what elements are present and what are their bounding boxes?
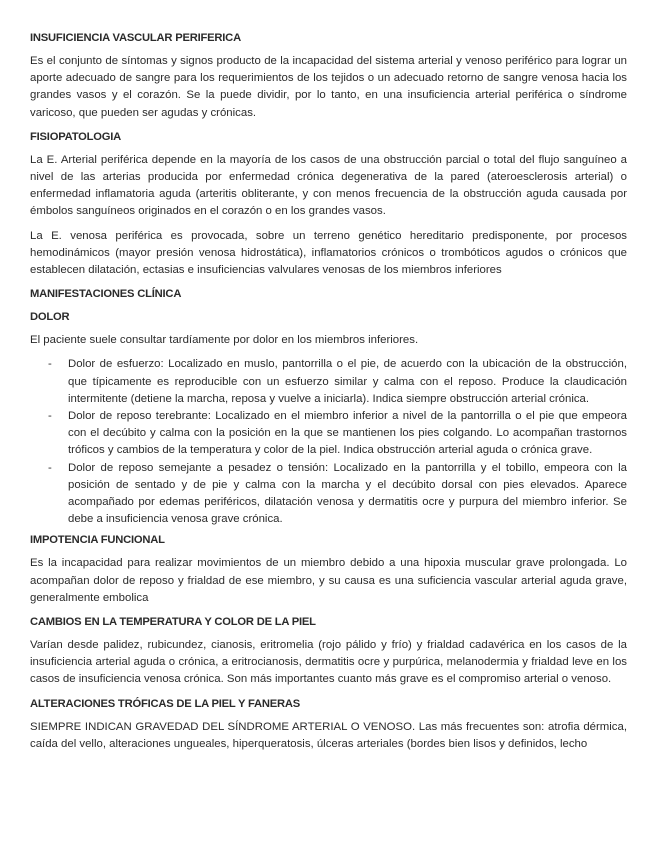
paragraph-arterial: La E. Arterial periférica depende en la mayoría de los casos de una obstrucción parcial o total del flujo sanguíneo a nivel de las arterias producida por enfermedad crónica degenerativa de la pared (ateroesclerosis arterial) o enfermedad inflamatoria aguda (arteritis obliterante, y con menos frecuencia de la obstrucción aguda causada por émbolos sanguíneos originados en el corazón o en los grandes vasos. [30,153,627,218]
list-item [30,356,627,408]
section-heading-fisiopatologia: FISIOPATOLOGIA [30,130,122,143]
bullet-text: Dolor de esfuerzo: Localizado en muslo, pantorrilla o el pie, de acuerdo con la ubicación de la obstrucción, que típicamente es reproducible con un esfuerzo similar y calma con el reposo. Produce la claudicación intermitente (detiene la marcha, reposa y vuelve a iniciarla). Indica siempre obstrucción arterial crónica. [68,358,627,405]
section-heading-manifestaciones: MANIFESTACIONES CLÍNICA [30,288,182,301]
paragraph-impotencia: Es la incapacidad para realizar movimientos de un miembro debido a una hipoxia muscular grave prolongada. Lo acompañan dolor de reposo y frialdad de ese miembro, y su causa es una suficiencia vascular arterial aguda grave, generalmente embolica [30,557,627,604]
section-heading-cambios: CAMBIOS EN LA TEMPERATURA Y COLOR DE LA PIEL [30,616,316,629]
paragraph-alteraciones: SIEMPRE INDICAN GRAVEDAD DEL SÍNDROME ARTERIAL O VENOSO. Las más frecuentes son: atrofia dérmica, caída del vello, alteraciones ungueales, hiperqueratosis, úlceras arteriales (bordes bien lisos y definidos, lecho [30,720,627,750]
list-item [30,408,627,460]
paragraph-dolor-intro: El paciente suele consultar tardíamente por dolor en los miembros inferiores. [30,334,419,347]
section-heading-alteraciones: ALTERACIONES TRÓFICAS DE LA PIEL Y FANERAS [30,697,301,710]
list-item [30,460,627,529]
bullet-text: Dolor de reposo semejante a pesadez o tensión: Localizado en la pantorrilla y el tobillo, empeora con la posición de sentado y de pie y calma con la marcha y el decúbito dorsal con pies elevados. Aparece acompañado por edemas periféricos, dilatación venosa y dermatitis ocre y purpura del miembro inferior. Se debe a insuficiencia venosa grave crónica. [68,461,627,526]
bullet-dash: - [48,410,52,423]
section-heading-dolor: DOLOR [30,311,70,324]
paragraph-definition: Es el conjunto de síntomas y signos producto de la incapacidad del sistema arterial y venoso periférico para lograr un aporte adecuado de sangre para los requerimientos de los tejidos o un adecuado retorno de sangre venosa hacia los grandes vasos y el corazón. Se la puede dividir, por lo tanto, en una insuficiencia arterial periférica o síndrome varicoso, que pueden ser agudas y crónicas. [30,55,627,119]
bullet-dash: - [48,358,52,371]
paragraph-venosa: La E. venosa periférica es provocada, sobre un terreno genético hereditario predisponente, por procesos hemodinámicos (mayor presión venosa hidrostática), inflamatorios crónicos o trombóticos agudos o crónicos que establecen dilatación, ectasias e insuficiencias valvulares venosas de los miembros inferiores [30,229,627,277]
section-heading-impotencia: IMPOTENCIA FUNCIONAL [30,534,165,547]
dolor-bullet-list [30,356,627,528]
bullet-dash: - [48,461,52,474]
bullet-text: Dolor de reposo terebrante: Localizado en el miembro inferior a nivel de la pantorrilla o el pie que empeora con el decúbito y calma con la posición en la que se mantienen los pies colgando. Lo acompañan trastornos tróficos y cambios de la temperatura y color de la piel. Indica obstrucción arterial aguda o crónica grave. [68,410,627,457]
paragraph-cambios: Varían desde palidez, rubicundez, cianosis, eritromelia (rojo pálido y frío) y frialdad cadavérica en los casos de la insuficiencia arterial aguda o crónica, a eritrocianosis, dermatitis ocre y purpúrica, melanodermia y frialdad leve en los casos de insuficiencia venosa crónica. Son más importantes cuanto más grave es el compromiso arterial o venoso. [30,639,627,686]
section-heading-insuficiencia: INSUFICIENCIA VASCULAR PERIFERICA [30,32,241,44]
